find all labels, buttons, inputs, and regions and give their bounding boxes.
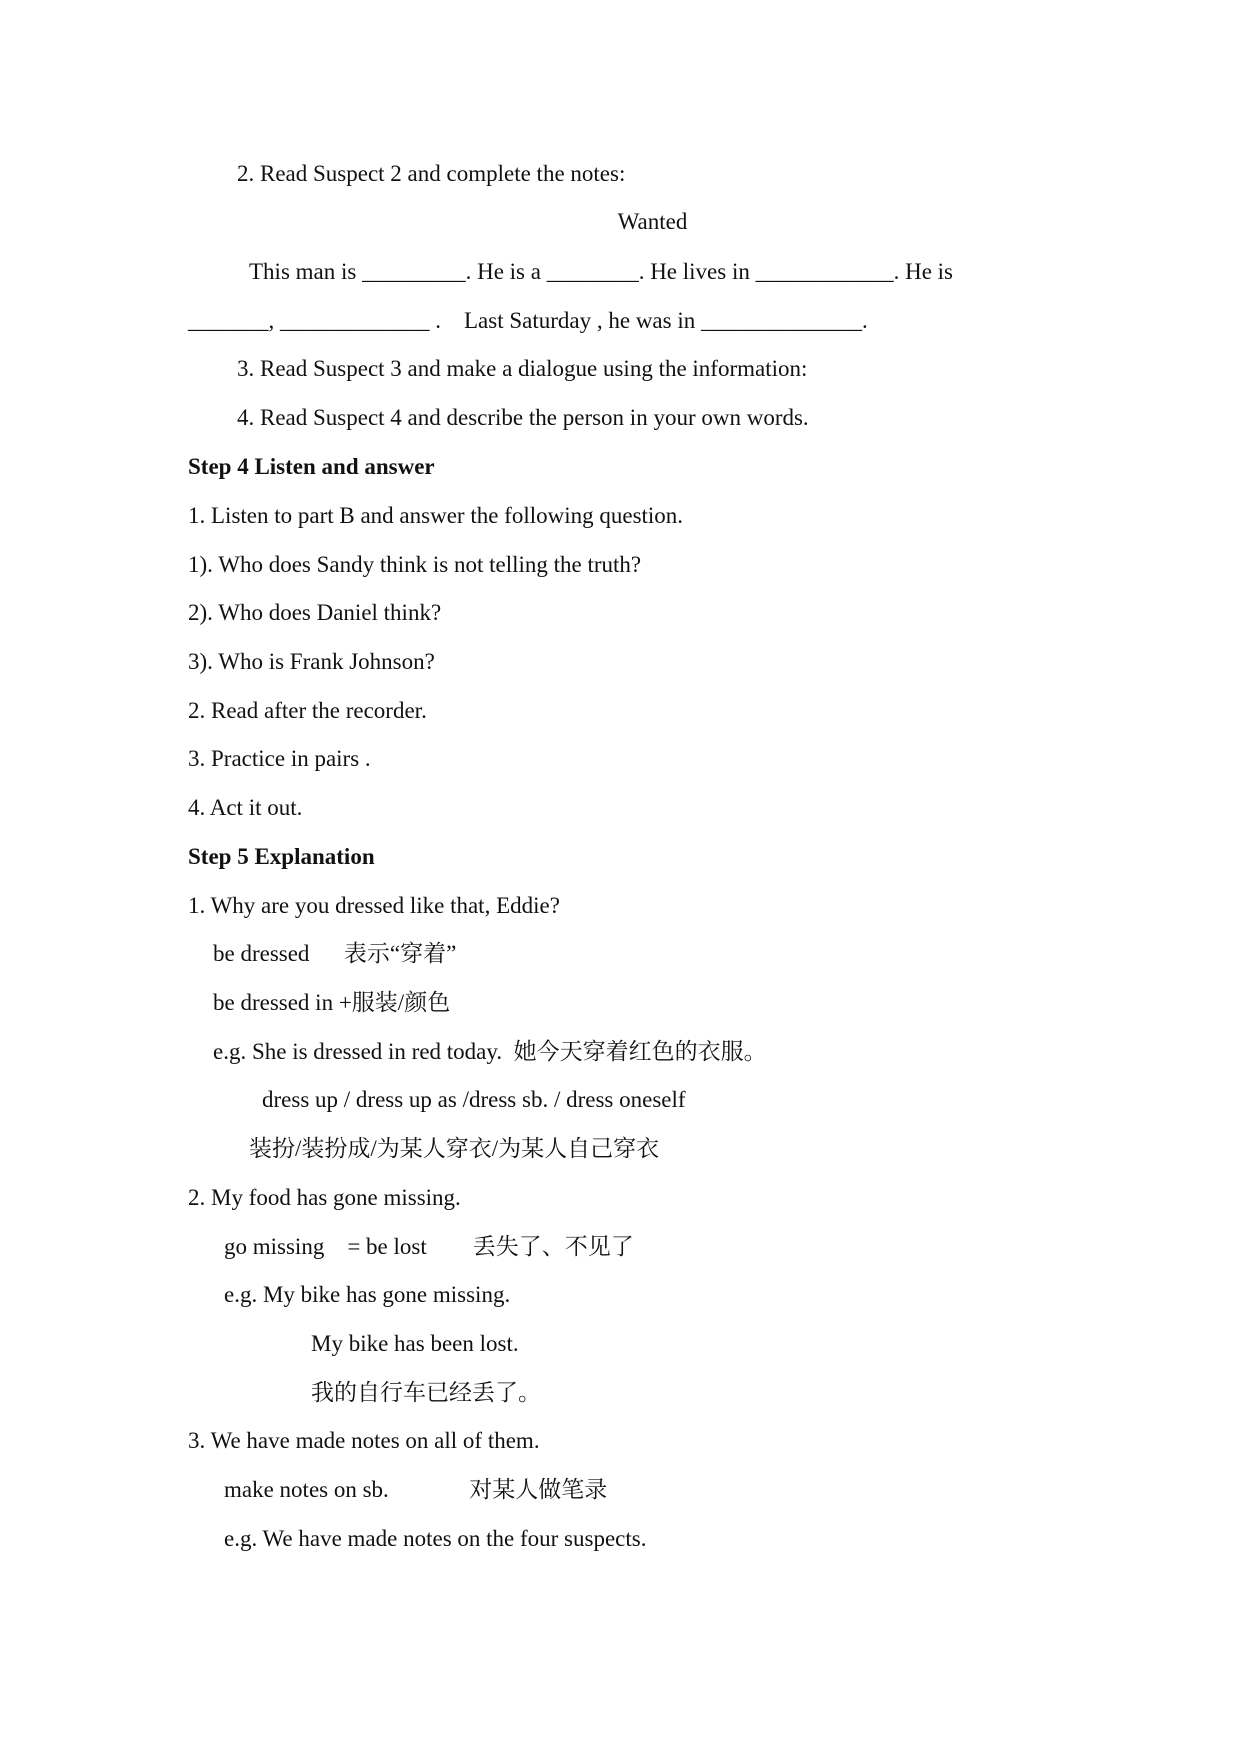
step-4-item-4: 4. Act it out. — [188, 795, 303, 820]
explanation-2-sentence: 2. My food has gone missing. — [188, 1185, 461, 1210]
wanted-heading: Wanted — [617, 209, 688, 234]
explanation-3-sentence: 3. We have made notes on all of them. — [188, 1428, 540, 1453]
step-4-item-2: 2. Read after the recorder. — [188, 698, 427, 723]
explanation-1-example: e.g. She is dressed in red today. 她今天穿着红色的衣服。 — [213, 1039, 767, 1064]
explanation-1-phrases-translation: 装扮/装扮成/为某人穿衣/为某人自己穿衣 — [249, 1136, 660, 1161]
question-1: 1). Who does Sandy think is not telling the truth? — [188, 552, 642, 577]
explanation-1-phrases: dress up / dress up as /dress sb. / dress oneself — [262, 1087, 686, 1112]
explanation-1-note-b: be dressed in +服装/颜色 — [213, 990, 451, 1015]
step-4-heading: Step 4 Listen and answer — [188, 454, 435, 479]
explanation-1-sentence: 1. Why are you dressed like that, Eddie? — [188, 893, 560, 918]
task-2-instruction: 2. Read Suspect 2 and complete the notes: — [237, 161, 626, 186]
explanation-1-note-a: be dressed 表示“穿着” — [213, 941, 457, 966]
step-4-item-3: 3. Practice in pairs . — [188, 746, 371, 771]
explanation-3-note: make notes on sb. 对某人做笔录 — [224, 1477, 608, 1502]
explanation-2-example-translation: 我的自行车已经丢了。 — [311, 1380, 541, 1405]
wanted-notes-line-1: This man is _________. He is a ________. He lives in ____________. He is — [249, 259, 954, 284]
step-4-item-1: 1. Listen to part B and answer the following question. — [188, 503, 684, 528]
explanation-3-example: e.g. We have made notes on the four suspects. — [224, 1526, 647, 1551]
task-4-instruction: 4. Read Suspect 4 and describe the person in your own words. — [237, 405, 809, 430]
question-2: 2). Who does Daniel think? — [188, 600, 442, 625]
task-3-instruction: 3. Read Suspect 3 and make a dialogue using the information: — [237, 356, 808, 381]
explanation-2-example: e.g. My bike has gone missing. — [224, 1282, 511, 1307]
explanation-2-note: go missing = be lost 丢失了、不见了 — [224, 1234, 634, 1259]
step-5-heading: Step 5 Explanation — [188, 844, 375, 869]
explanation-2-example-alt: My bike has been lost. — [311, 1331, 519, 1356]
wanted-notes-line-2: _______, _____________ . Last Saturday , he was in ______________. — [188, 308, 868, 333]
question-3: 3). Who is Frank Johnson? — [188, 649, 435, 674]
